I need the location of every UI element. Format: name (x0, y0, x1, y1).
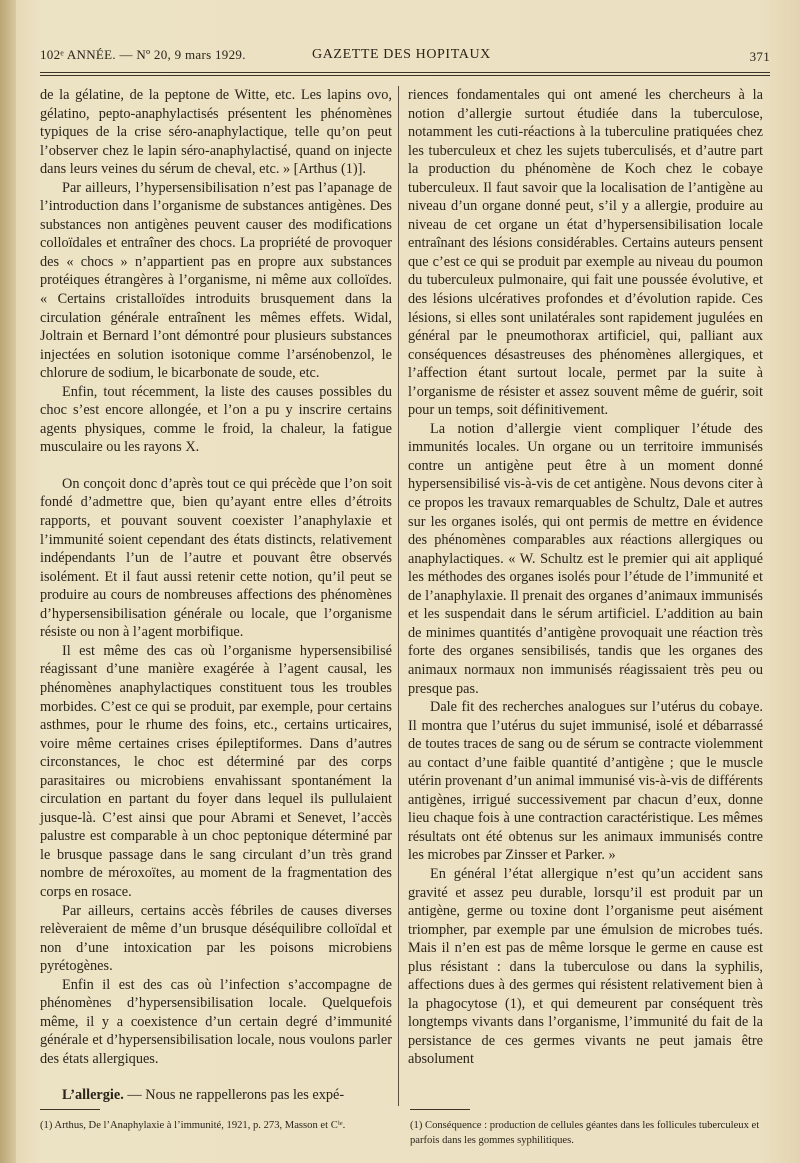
page-number: 371 (749, 49, 770, 64)
paragraph: Par ailleurs, certains accès fébriles de causes diverses relèveraient de même d’un brusque déséquilibre colloïdal et non d’une intoxication par les poisons microbiens pyrétogènes. (40, 902, 392, 975)
section-text: — Nous ne rappellerons pas les expé- (123, 1087, 345, 1104)
right-column (408, 86, 763, 1069)
paragraph: Dale fit des recherches analogues sur l’utérus du cobaye. Il montra que l’utérus du sujet immunisé, isolé et débarrassé de toutes traces de sang ou de sérum se contracte violemment au contact d’une faible quantité d’antigène ; que le muscle utérin provenant d’un animal immunisé vis-à-vis de différents antigènes, irrigué successivement par chacun d’eux, donne lieu chaque fois à une contraction caractéristique. Les mêmes résultats ont été obtenus sur les animaux immunisés contre les microbes par Zinsser et Parker. » (408, 699, 763, 864)
paragraph: Enfin, tout récemment, la liste des causes possibles du choc s’est encore allongée, et l’on a pu y inscrire certains agents physiques, comme le froid, la chaleur, la fatigue musculaire ou les rayons X. (40, 383, 392, 456)
paragraph: riences fondamentales qui ont amené les chercheurs à la notion d’allergie surtout étudiée dans la tuberculose, notamment les cuti-réactions à la tuberculine pratiquées chez les tuberculeux et chez les sujets tuberculisés, et d’autre part la production du phénomène de Koch chez le cobaye tuberculeux. Il faut savoir que la localisation de l’antigène au niveau d’un organe donné peut, s’il y a allergie, produire au niveau de cet organe un état d’hypersensibilisation locale entraînant des lésions considérables. Certains auteurs pensent que c’est ce qui se produit par exemple au niveau du poumon du tuberculeux pulmonaire, qui fait une poussée évolutive, et des lésions ulcératives profondes et d’évolution rapide. Ces lésions, si elles sont unilatérales sont rapidement jugulées en général par le pneumothorax artificiel, qui, palliant aux conséquences désastreuses des phénomènes allergiques, et l’affection étant surtout locale, permet par la suite à l’organisme de résister et assez souvent même de guérir, soit pour un temps, soit définitivement. (408, 87, 763, 419)
paragraph: La notion d’allergie vient compliquer l’étude des immunités locales. Un organe ou un territoire immunisés contre un antigène peut être à un moment donné hypersensibilisé vis-à-vis de cet antigène. Nous devons citer à ce propos les travaux remarquables de Schultz, Dale et autres sur les organes isolés, qui ont permis de mettre en évidence des phénomènes comparables aux réactions allergiques ou anaphylactiques. « W. Schultz est le premier qui ait appliqué les méthodes des organes isolés pour l’étude de l’immunité et de l’anaphylaxie. Il prenait des organes d’animaux immunisés et les suspendait dans le sérum artificiel. L’addition au bain de minimes quantités d’antigène provoquait une réaction très forte des organes sensibilisés, tandis que les organes des animaux normaux non immunisés réagissaient très peu ou presque pas. (408, 420, 763, 697)
left-column (40, 86, 392, 1105)
issue-info: 102ᵉ ANNÉE. — Nº 20, 9 mars 1929. (40, 47, 246, 62)
header-rule-bottom (40, 75, 770, 76)
paragraph: On conçoit donc d’après tout ce qui précède que l’on soit fondé d’admettre que, bien qu’ayant entre elles d’étroits rapports, et pouvant souvent coexister l’anaphylaxie et l’immunité soient cependant des états distincts, relativement indépendants l’un de l’autre et pouvant être observés isolément. Et il faut aussi retenir cette notion, qu’il peut se produire au cours de nombreuses affections des phénomènes d’hypersensibilisation générale ou locale, que l’organisme résiste ou non à l’agent morbifique. (40, 475, 392, 641)
header-rule-top (40, 72, 770, 73)
section-paragraph (40, 1086, 392, 1105)
page-header (40, 47, 770, 69)
footnote-rule-left (40, 1109, 100, 1110)
paragraph: En général l’état allergique n’est qu’un accident sans gravité et assez peu durable, lorsqu’il est produit par un antigène, germe ou toxine dont l’organisme peut aisément triompher, par exemple par une émulsion de microbes tués. Mais il n’en est pas de même lorsque le germe en cause est plus résistant : dans la tuberculose ou dans la syphilis, affections dues à des germes qui résistent relativement bien à la phagocytose (1), et qui demeurent par conséquent très longtemps vivants dans l’organisme, l’immunité du fait de la persistance de ces germes vivants ne peut jamais être absolument (408, 865, 763, 1068)
footnote-left: (1) Arthus, De l’Anaphylaxie à l’immunité, 1921, p. 273, Masson et Cⁱᵉ. (40, 1120, 346, 1131)
footnote-rule-right (410, 1109, 470, 1110)
section-heading: L’allergie. (62, 1087, 124, 1104)
paragraph: Il est même des cas où l’organisme hypersensibilisé réagissant d’une manière exagérée à l’agent causal, les phénomènes anaphylactiques constituent tous les troubles morbides. C’est ce qui se produit, par exemple, pour certains asthmes, pour le rhume des foins, etc., certains urticaires, voire même certaines crises épileptiformes. Dans d’autres circonstances, le choc est déterminé par des corps parasitaires ou microbiens envahissant spontanément la circulation en partant du foyer dans lequel ils pullulaient jusque-là. C’est ainsi que pour Abrami et Senevet, l’accès palustre est comparable à un choc peptonique déterminé par le brusque passage dans le sang circulant d’un très grand nombre de méroxoïtes, au moment de la fragmentation des corps en rosace. (40, 642, 392, 900)
column-divider (398, 86, 399, 1106)
paragraph: Par ailleurs, l’hypersensibilisation n’est pas l’apanage de l’introduction dans l’organisme de substances antigènes. Des substances non antigènes peuvent causer des modifications colloïdales et entraîner des chocs. La propriété de provoquer des « chocs » n’appartient pas en propre aux substances protéiques étrangères à l’organisme, ni même aux colloïdes. « Certains cristalloïdes introduits brusquement dans la circulation générale entraînent les mêmes effets. Widal, Joltrain et Bernard l’ont démontré pour plusieurs substances injectées en solution isotonique comme l’arsénobenzol, le chlorure de sodium, le bicarbonate de soude, etc. (40, 179, 392, 382)
footnote-right: (1) Conséquence : production de cellules géantes dans les follicules tuberculeux et parfois dans les gommes syphilitiques. (410, 1120, 760, 1146)
paragraph: Enfin il est des cas où l’infection s’accompagne de phénomènes d’hypersensibilisation locale. Quelquefois même, il y a coexistence d’un certain degré d’immunité générale et d’hypersensibilisation locale, nous voulons parler des états allergiques. (40, 976, 392, 1067)
journal-title: GAZETTE DES HOPITAUX (312, 47, 491, 62)
paragraph: de la gélatine, de la peptone de Witte, etc. Les lapins ovo, gélatino, pepto-anaphylactisés présentent les phénomènes typiques de la crise séro-anaphylactique, telle qu’on peut l’observer chez le lapin séro-anaphylactisé, quand on injecte dans leurs veines du sérum de cheval, etc. » [Arthus (1)]. (40, 87, 392, 178)
binding-edge (0, 0, 16, 1163)
